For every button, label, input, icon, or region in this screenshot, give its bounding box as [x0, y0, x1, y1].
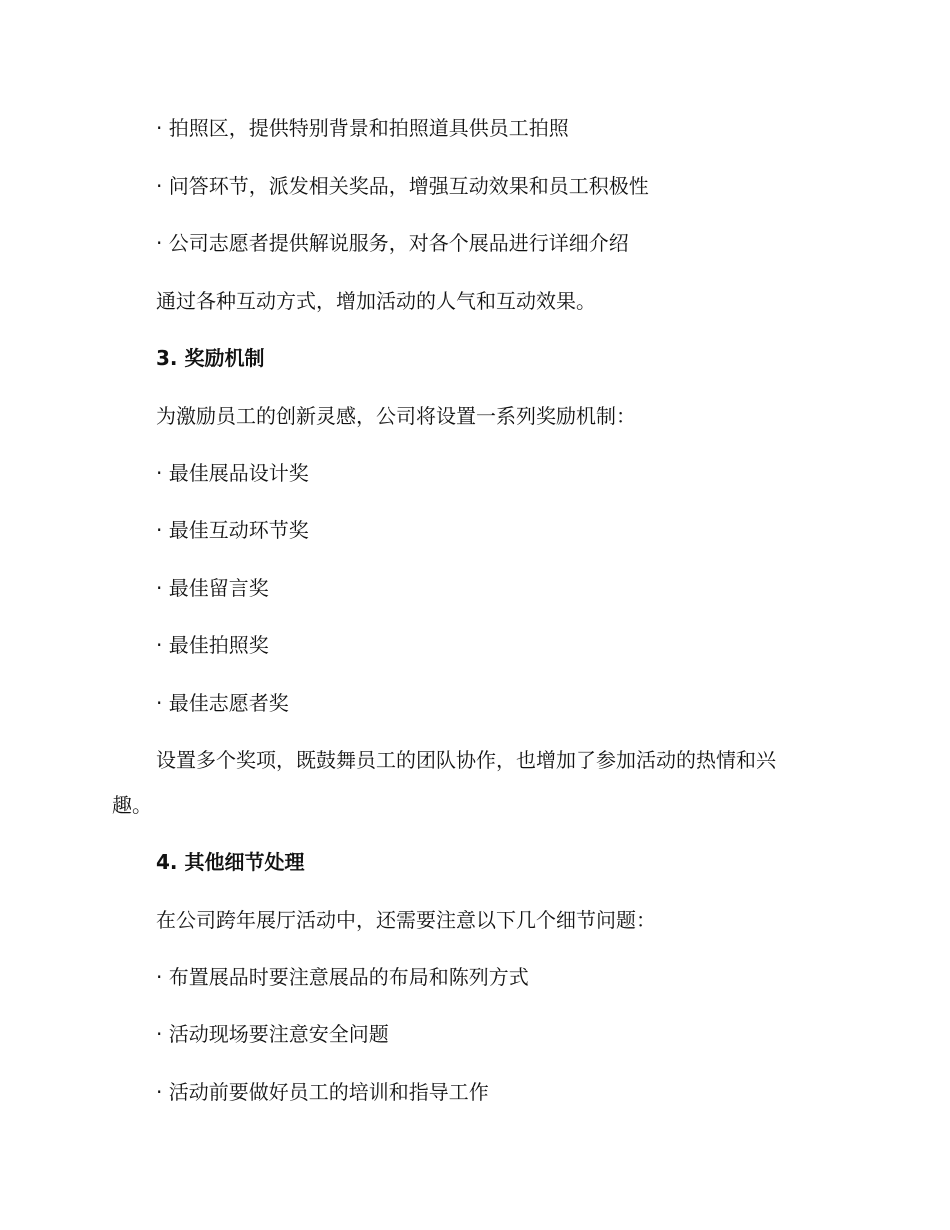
list-item: · 公司志愿者提供解说服务，对各个展品进行详细介绍	[156, 231, 629, 255]
list-item: · 问答环节，派发相关奖品，增强互动效果和员工积极性	[156, 174, 649, 198]
list-item: · 活动前要做好员工的培训和指导工作	[156, 1080, 489, 1104]
list-item: · 拍照区，提供特别背景和拍照道具供员工拍照	[156, 116, 569, 140]
paragraph: 通过各种互动方式，增加活动的人气和互动效果。	[156, 289, 596, 313]
list-item: · 布置展品时要注意展品的布局和陈列方式	[156, 965, 529, 989]
paragraph: 为激励员工的创新灵感，公司将设置一系列奖励机制：	[156, 404, 636, 428]
paragraph-line: 趣。	[112, 793, 152, 817]
paragraph-line: 设置多个奖项，既鼓舞员工的团队协作，也增加了参加活动的热情和兴	[156, 748, 776, 772]
list-item: · 最佳展品设计奖	[156, 461, 309, 485]
list-item: · 活动现场要注意安全问题	[156, 1022, 389, 1046]
paragraph: 在公司跨年展厅活动中，还需要注意以下几个细节问题：	[156, 908, 656, 932]
list-item: · 最佳拍照奖	[156, 633, 269, 657]
section-heading: 3. 奖励机制	[156, 346, 265, 370]
section-heading: 4. 其他细节处理	[156, 850, 305, 874]
list-item: · 最佳互动环节奖	[156, 518, 309, 542]
list-item: · 最佳留言奖	[156, 576, 269, 600]
list-item: · 最佳志愿者奖	[156, 691, 289, 715]
